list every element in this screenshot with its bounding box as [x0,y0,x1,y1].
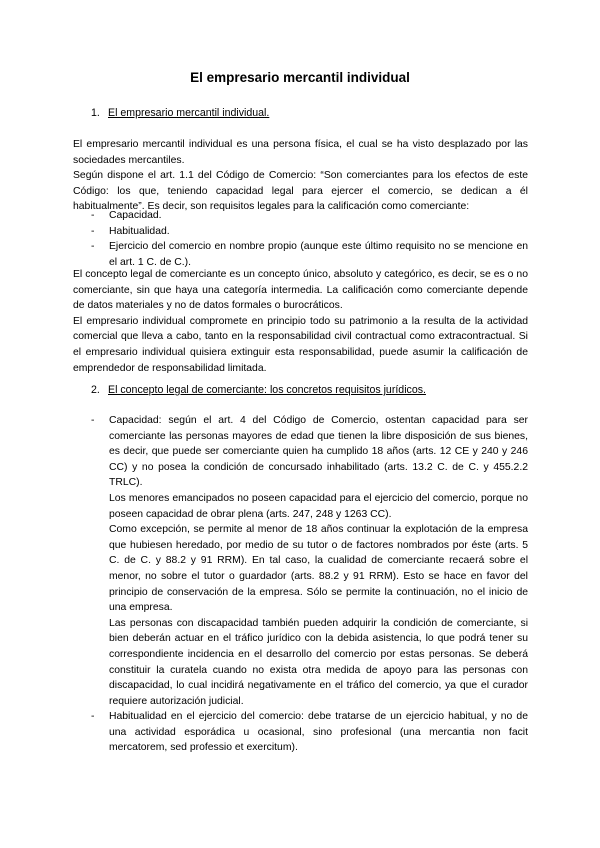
section-2-title: El concepto legal de comerciante: los concretos requisitos jurídicos. [108,384,426,396]
list-item-text: Habitualidad. [109,225,170,237]
list-item-paragraph: Habitualidad en el ejercicio del comercio: debe tratarse de un ejercicio habitual, y no de una actividad esporádica u ocasional, sino profesional (una mercantia non facit mercatorem, sed professio et exercitum). [109,711,528,754]
section-2-number: 2. [91,384,100,396]
bullet-dash: - [91,711,95,723]
list-item-paragraph: Capacidad: según el art. 4 del Código de Comercio, ostentan capacidad para ser comerciante las personas mayores de edad que tienen la libre disposición de sus bienes, es decir, que puede ser comerciante quien ha cumplido 18 años (arts. 12 CE y 240 y 246 CC) y no posea la condición de concursado inhabilitado (arts. 13.2 C. de C. y 455.2.2 TRLC). [109,415,528,489]
list-item-text: Ejercicio del comercio en nombre propio (aunque este último requisito no se mencione en el art. 1 C. de C.). [109,241,528,268]
list-item [91,709,528,756]
bullet-dash: - [91,241,95,253]
section-1-heading [91,107,511,123]
list-item-paragraph: Las personas con discapacidad también pueden adquirir la condición de comerciante, si bien deberán actuar en el tráfico jurídico con la debida asistencia, lo que podrá tener su correspondiente incidencia en el desarrollo del comercio por estas personas. Se deberá constituir la curatela cuando no exista otra medida de apoyo para las personas con discapacidad, lo cual incidirá negativamente en el tráfico del comercio, ya que el curador requiere autorización judicial. [109,617,528,707]
list-item [91,413,528,709]
section-1-bullet-list [91,208,528,270]
list-item [91,208,528,224]
bullet-dash: - [91,225,95,237]
section-2-bullet-list [91,413,528,756]
section-1-intro [73,137,528,215]
paragraph: El concepto legal de comerciante es un concepto único, absoluto y categórico, es decir, se es o no comerciante, sin que haya una categoría intermedia. La calificación como comerciante depende de datos materiales y no de datos formales o burocráticos. [73,269,528,312]
list-item [91,239,528,270]
list-item-text: Capacidad. [109,210,162,221]
list-item-paragraph: Los menores emancipados no poseen capacidad para el ejercicio del comercio, porque no poseen capacidad de obrar plena (arts. 247, 248 y 1263 CC). [109,492,528,520]
section-1-title: El empresario mercantil individual. [108,107,270,119]
paragraph: Según dispone el art. 1.1 del Código de Comercio: “Son comerciantes para los efectos de este Código: los que, teniendo capacidad legal para ejercer el comercio, se dedican a él habitualmente”. Es decir, son requisitos legales para la calificación como comerciante: [73,170,528,213]
list-item [91,224,528,240]
bullet-dash: - [91,415,95,426]
list-item-paragraph: Como excepción, se permite al menor de 18 años continuar la explotación de la empresa que hubiesen heredado, por medio de su tutor o de factores nombrados por éste (arts. 5 C. de C. y 88.2 y 91 RRM). En tal caso, la cualidad de comerciante recaerá sobre el menor, no sobre el tutor o guardador (arts. 88.2 y 91 RRM). Esto se hace en favor del principio de conservación de la empresa. Sólo se permite la continuación, no el inicio de una empresa. [109,524,528,614]
section-1-number: 1. [91,107,100,119]
paragraph: El empresario individual compromete en principio todo su patrimonio a la resulta de la actividad comercial que lleva a cabo, tanto en la responsabilidad civil contractual como extracontractual. Si el empresario individual quisiera extinguir esta responsabilidad, puede asumir la calificación de emprendedor de responsabilidad limitada. [73,315,528,374]
section-1-closing [73,267,528,376]
document-title: El empresario mercantil individual [190,70,410,85]
paragraph: El empresario mercantil individual es una persona física, el cual se ha visto desplazado por las sociedades mercantiles. [73,139,528,166]
bullet-dash: - [91,210,95,221]
section-2-heading [91,384,528,400]
